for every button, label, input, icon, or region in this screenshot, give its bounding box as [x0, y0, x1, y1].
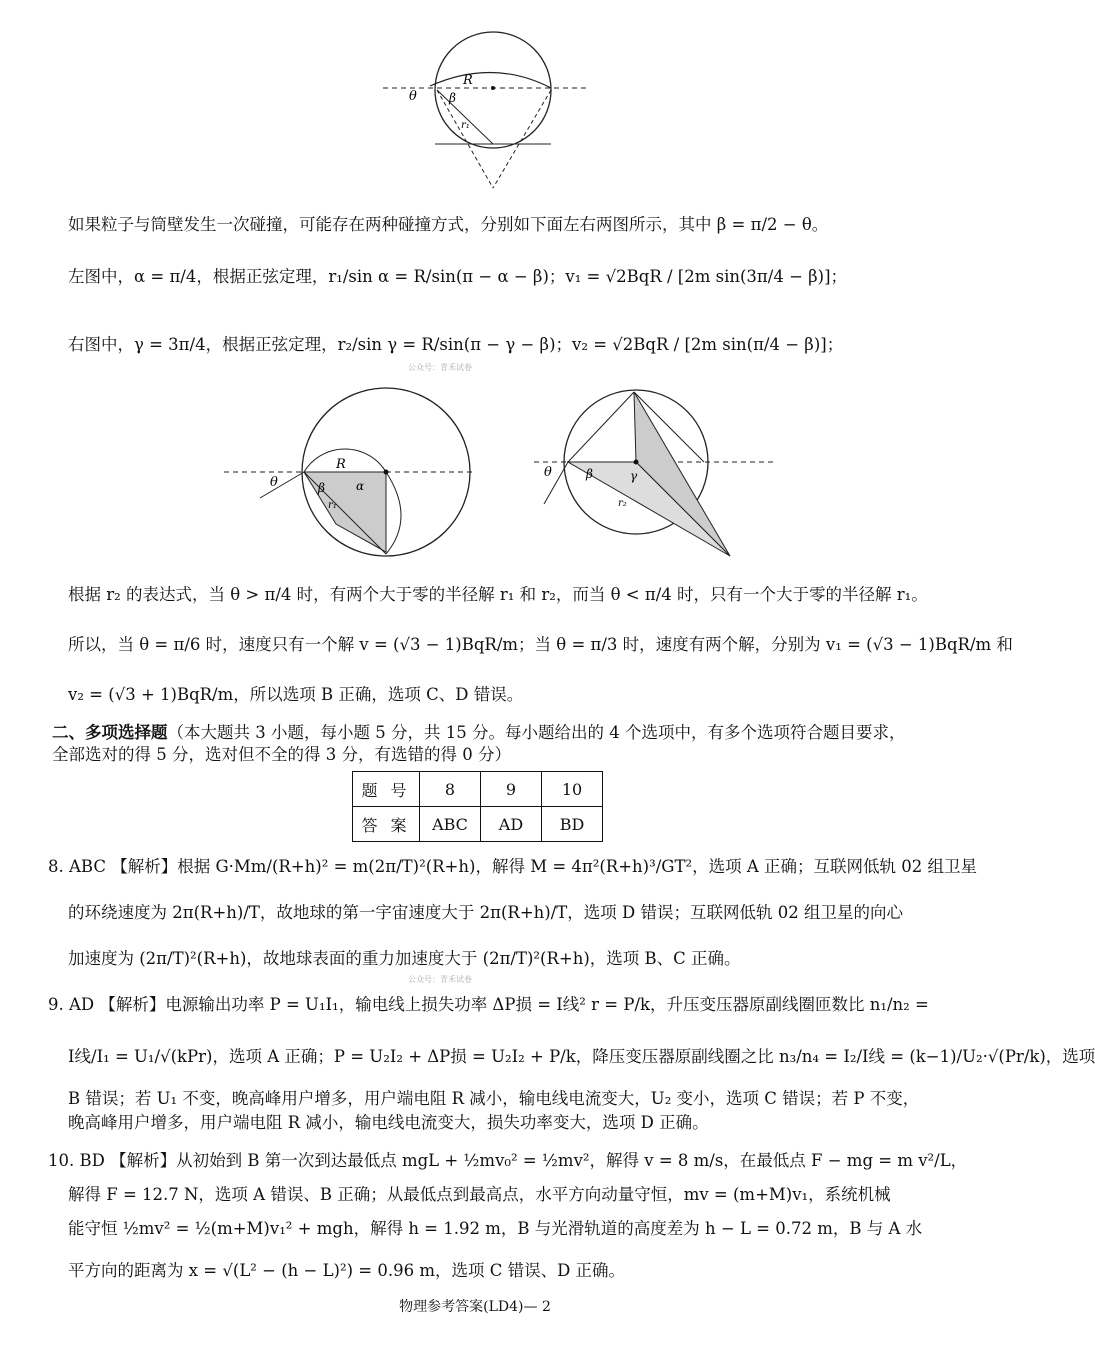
section-2-desc: （本大题共 3 小题，每小题 5 分，共 15 分。每小题给出的 4 个选项中，有多个选项符合题目要求，全部选对的得 5 分，选对但不全的得 3 分，有选错的得 0 分） — [52, 723, 906, 764]
answer-table-cell: 答 案 — [353, 807, 420, 842]
answer-table-cell: 9 — [481, 772, 542, 807]
q9-line-3: B 错误；若 U₁ 不变，晚高峰用户增多，用户端电阻 R 减小，输电线电流变大，U₂ 变小，选项 C 错误；若 P 不变， — [68, 1089, 920, 1108]
q8-line-3: 加速度为 (2π/T)²(R+h)，故地球表面的重力加速度大于 (2π/T)²(R+h)，选项 B、C 正确。 — [68, 949, 741, 968]
answer-table-cell: 8 — [420, 772, 481, 807]
top-label-beta: β — [449, 91, 456, 105]
answer-table-cell: AD — [481, 807, 542, 842]
left-label-r1: r₁ — [328, 500, 337, 511]
q9-line-1: 9. AD 【解析】电源输出功率 P = U₁I₁，输电线上损失功率 ΔP损 = I线² r = P/k，升压变压器原副线圈匝数比 n₁/n₂ = — [48, 995, 929, 1014]
right-label-r2: r₂ — [618, 498, 627, 509]
answer-table-header-row — [353, 772, 603, 807]
top-circle-figure — [375, 20, 595, 195]
answer-table — [352, 771, 603, 842]
q8-line-1: 8. ABC 【解析】根据 G·Mm/(R+h)² = m(2π/T)²(R+h)，解得 M = 4π²(R+h)³/GT²，选项 A 正确；互联网低轨 02 组卫星 — [48, 857, 977, 876]
section-2-title: 二、多项选择题 — [52, 723, 168, 742]
q9-line-4: 晚高峰用户增多，用户端电阻 R 减小，输电线电流变大，损失功率变大，选项 D 正确。 — [68, 1113, 709, 1132]
answer-table-answer-row — [353, 807, 603, 842]
right-label-theta: θ — [544, 465, 552, 480]
left-label-beta: β — [318, 481, 325, 495]
text-line-6: v₂ = (√3 + 1)BqR/m，所以选项 B 正确，选项 C、D 错误。 — [68, 685, 524, 704]
q8-line-2: 的环绕速度为 2π(R+h)/T，故地球的第一宇宙速度大于 2π(R+h)/T，选项 D 错误；互联网低轨 02 组卫星的向心 — [68, 903, 904, 922]
left-label-R: R — [336, 457, 346, 472]
top-label-theta: θ — [409, 89, 417, 104]
answer-table-cell: BD — [542, 807, 603, 842]
left-collision-figure — [220, 378, 480, 578]
q10-line-1: 10. BD 【解析】从初始到 B 第一次到达最低点 mgL + ½mv₀² = ½mv²，解得 v = 8 m/s，在最低点 F − mg = m v²/L， — [48, 1151, 968, 1170]
left-label-theta: θ — [270, 475, 278, 490]
section-2-heading — [52, 722, 910, 766]
text-line-5: 所以，当 θ = π/6 时，速度只有一个解 v = (√3 − 1)BqR/m；当 θ = π/3 时，速度有两个解，分别为 v₁ = (√3 − 1)BqR/m 和 — [68, 635, 1013, 654]
page-footer: 物理参考答案(LD4)— 2 — [399, 1299, 551, 1315]
q9-line-2: I线/I₁ = U₁/√(kPr)，选项 A 正确；P = U₂I₂ + ΔP损 = U₂I₂ + P/k，降压变压器原副线圈之比 n₃/n₄ = I₂/I线 = (k−1)/U₂·√(Pr/k)，选项 — [68, 1047, 1095, 1066]
watermark: 公众号：青禾试卷 — [408, 363, 472, 372]
text-line-4: 根据 r₂ 的表达式，当 θ > π/4 时，有两个大于零的半径解 r₁ 和 r₂，而当 θ < π/4 时，只有一个大于零的半径解 r₁。 — [68, 585, 928, 604]
right-label-gamma: γ — [630, 469, 638, 483]
text-line-1: 如果粒子与筒壁发生一次碰撞，可能存在两种碰撞方式，分别如下面左右两图所示，其中 β = π/2 − θ。 — [68, 215, 829, 234]
answer-table-cell: 题 号 — [353, 772, 420, 807]
q10-line-2: 解得 F = 12.7 N，选项 A 错误、B 正确；从最低点到最高点，水平方向动量守恒，mv = (m+M)v₁，系统机械 — [68, 1185, 891, 1204]
watermark-2: 公众号：青禾试卷 — [408, 975, 472, 984]
right-collision-figure — [530, 378, 780, 578]
left-label-alpha: α — [356, 479, 365, 493]
top-label-r1: r₁ — [461, 120, 470, 131]
text-line-3: 右图中，γ = 3π/4，根据正弦定理，r₂/sin γ = R/sin(π − γ − β)；v₂ = √2BqR / [2m sin(π/4 − β)]； — [68, 335, 844, 354]
q10-line-4: 平方向的距离为 x = √(L² − (h − L)²) = 0.96 m，选项 C 错误、D 正确。 — [68, 1261, 626, 1280]
answer-table-cell: ABC — [420, 807, 481, 842]
text-line-2: 左图中，α = π/4，根据正弦定理，r₁/sin α = R/sin(π − α − β)；v₁ = √2BqR / [2m sin(3π/4 − β)]； — [68, 267, 848, 286]
q10-line-3: 能守恒 ½mv² = ½(m+M)v₁² + mgh，解得 h = 1.92 m，B 与光滑轨道的高度差为 h − L = 0.72 m，B 与 A 水 — [68, 1219, 923, 1238]
right-label-beta: β — [586, 467, 593, 481]
answer-table-cell: 10 — [542, 772, 603, 807]
top-label-R: R — [463, 73, 473, 88]
